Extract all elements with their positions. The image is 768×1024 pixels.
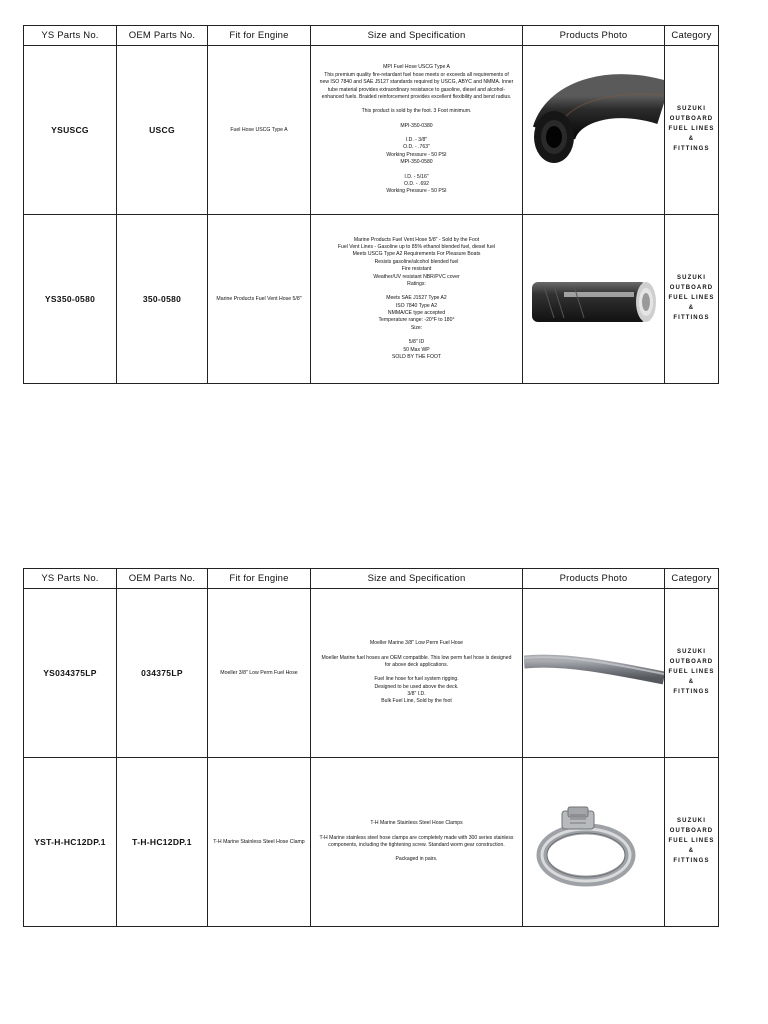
category-line: FUEL LINES &	[668, 295, 715, 311]
spec-line: new ISO 7840 and SAE J5127 standards required by USCG, ABYC and NMMA. Inner	[319, 79, 514, 86]
spec-line: Fuel Vent Lines - Gasoline up to 85% ethanol blended fuel, diesel fuel	[337, 244, 496, 251]
spec-line: SOLD BY THE FOOT	[391, 353, 442, 360]
spec-line: ISO 7840 Type A2	[395, 302, 438, 309]
header-ys-parts-no: YS Parts No.	[24, 569, 117, 589]
spec-line: This product is sold by the foot. 3 Foot minimum.	[361, 108, 472, 115]
spec-line: Working Pressure - 50 PSI	[386, 188, 447, 195]
specification-cell	[311, 589, 523, 758]
spec-line	[316, 167, 517, 174]
spec-line	[316, 849, 517, 856]
header-oem-parts-no: OEM Parts No.	[117, 26, 208, 46]
table-header-row	[24, 569, 719, 589]
spec-line: components, including the tightening screw. Standard worm gear construction.	[328, 842, 505, 848]
spec-line: for above deck applications.	[384, 661, 449, 668]
spec-line: Packaged in pairs.	[395, 856, 438, 863]
fit-for-engine-cell: Marine Products Fuel Vent Hose 5/8"	[208, 215, 311, 384]
spec-line: Ratings:	[407, 280, 426, 287]
spec-line	[316, 669, 517, 676]
category-cell	[665, 46, 719, 215]
oem-parts-no-cell: 034375LP	[117, 589, 208, 758]
low-perm-hose-photo	[524, 598, 664, 748]
spec-line: Weather/UV resistant NBR/PVC cover	[373, 273, 460, 280]
category-line: OUTBOARD	[669, 285, 714, 292]
spec-line	[316, 130, 517, 137]
spec-line: Designed to be used above the deck.	[374, 683, 459, 690]
spec-line	[316, 116, 517, 123]
spec-line	[316, 101, 517, 108]
header-size-and-specification: Size and Specification	[311, 569, 523, 589]
spec-line: enhanced fuels. Braided reinforcement provides excellent flexibility and bend radius.	[321, 93, 512, 100]
hose-clamp-photo	[524, 767, 664, 917]
spec-line: Temperature range: -20°F to 180°	[378, 317, 455, 324]
product-photo-cell	[523, 215, 665, 384]
spec-line: Moeller Marine fuel hoses are OEM compatible. This low perm fuel hose is designed	[321, 654, 512, 661]
spec-line: Meets USCG Type A2 Requirements For Pleasure Boats	[352, 251, 481, 258]
product-photo-cell	[523, 46, 665, 215]
category-line: SUZUKI	[677, 275, 706, 282]
spec-line	[316, 828, 517, 835]
spec-line: Size:	[410, 324, 423, 331]
vent-hose-photo	[524, 224, 664, 374]
category-line: FITTINGS	[673, 314, 710, 321]
category-line: OUTBOARD	[669, 659, 714, 666]
spec-line: Fire resistant	[401, 266, 432, 273]
specification-cell	[311, 215, 523, 384]
category-line: OUTBOARD	[669, 828, 714, 835]
spec-line: I.D. - 3/8"	[405, 137, 428, 143]
spec-line: Meets SAE J1527 Type A2	[386, 295, 447, 302]
spec-line: T-H Marine stainless steel hose clamps are completely made with 300 series stainless	[319, 834, 514, 841]
header-category: Category	[665, 569, 719, 589]
oem-parts-no-cell: 350-0580	[117, 215, 208, 384]
spec-line: MPI-350-0380	[400, 122, 433, 129]
category-line: FUEL LINES &	[668, 669, 715, 685]
specification-cell	[311, 46, 523, 215]
spec-line: I.D. - 5/16"	[404, 173, 429, 180]
fit-for-engine-cell: T-H Marine Stainless Steel Hose Clamp	[208, 758, 311, 927]
table-row	[24, 46, 719, 215]
spec-line: O.D. - .692	[404, 180, 429, 187]
ys-parts-no-cell: YSUSCG	[24, 46, 117, 215]
header-fit-for-engine: Fit for Engine	[208, 569, 311, 589]
product-photo-cell	[523, 758, 665, 927]
fit-for-engine-cell: Fuel Hose USCG Type A	[208, 46, 311, 215]
category-cell	[665, 758, 719, 927]
spec-line: O.D. - .763"	[403, 144, 430, 151]
spec-line: tube material provides extraordinary resistance to gasoline, diesel and alcohol-	[327, 86, 506, 93]
category-line: SUZUKI	[677, 818, 706, 825]
fit-for-engine-cell: Moeller 3/8" Low Perm Fuel Hose	[208, 589, 311, 758]
spec-line	[316, 288, 517, 295]
spec-line	[316, 332, 517, 339]
spec-line: Moeller Marine 3/8" Low Perm Fuel Hose	[370, 640, 463, 647]
product-photo-cell	[523, 589, 665, 758]
spec-line: Fuel line hose for fuel system rigging.	[374, 676, 459, 683]
spec-line: 5/8" ID	[408, 339, 425, 346]
specification-cell	[311, 758, 523, 927]
category-line: FITTINGS	[673, 857, 710, 864]
category-line: FITTINGS	[673, 145, 710, 152]
header-oem-parts-no: OEM Parts No.	[117, 569, 208, 589]
table-row	[24, 215, 719, 384]
spec-line: MPI Fuel Hose USCG Type A	[383, 64, 450, 71]
header-products-photo: Products Photo	[523, 569, 665, 589]
spec-line: MPI-350-0580	[400, 159, 433, 166]
parts-table-2	[23, 568, 719, 927]
category-line: OUTBOARD	[669, 116, 714, 123]
category-cell	[665, 215, 719, 384]
category-cell	[665, 589, 719, 758]
spec-line: 3/8" I.D.	[407, 691, 426, 698]
spec-line	[316, 648, 517, 655]
category-line: FITTINGS	[673, 688, 710, 695]
ys-parts-no-cell: YS034375LP	[24, 589, 117, 758]
table-row	[24, 589, 719, 758]
spec-line: NMMA/CE type accepted	[387, 310, 446, 317]
header-ys-parts-no: YS Parts No.	[24, 26, 117, 46]
category-line: SUZUKI	[677, 106, 706, 113]
table-row	[24, 758, 719, 927]
spec-line: Resists gasoline/alcohol blended fuel	[374, 258, 459, 265]
header-fit-for-engine: Fit for Engine	[208, 26, 311, 46]
category-line: FUEL LINES &	[668, 838, 715, 854]
spec-line: Bulk Fuel Line, Sold by the foot	[381, 698, 452, 705]
category-line: SUZUKI	[677, 649, 706, 656]
spec-line: This premium quality fire-retardant fuel hose meets or exceeds all requirements of	[324, 71, 509, 78]
ys-parts-no-cell: YS350-0580	[24, 215, 117, 384]
spec-line: Working Pressure - 50 PSI	[386, 151, 447, 158]
table-header-row	[24, 26, 719, 46]
spec-line: 50 Max WP	[403, 346, 430, 353]
spec-line: Marine Products Fuel Vent Hose 5/8" - Sold by the Foot	[353, 236, 480, 243]
header-size-and-specification: Size and Specification	[311, 26, 523, 46]
category-line: FUEL LINES &	[668, 126, 715, 142]
parts-table-1	[23, 25, 719, 384]
ys-parts-no-cell: YST-H-HC12DP.1	[24, 758, 117, 927]
header-products-photo: Products Photo	[523, 26, 665, 46]
header-category: Category	[665, 26, 719, 46]
fuel-hose-photo	[524, 55, 664, 205]
spec-line: T-H Marine Stainless Steel Hose Clamps	[370, 820, 463, 827]
oem-parts-no-cell: T-H-HC12DP.1	[117, 758, 208, 927]
oem-parts-no-cell: USCG	[117, 46, 208, 215]
